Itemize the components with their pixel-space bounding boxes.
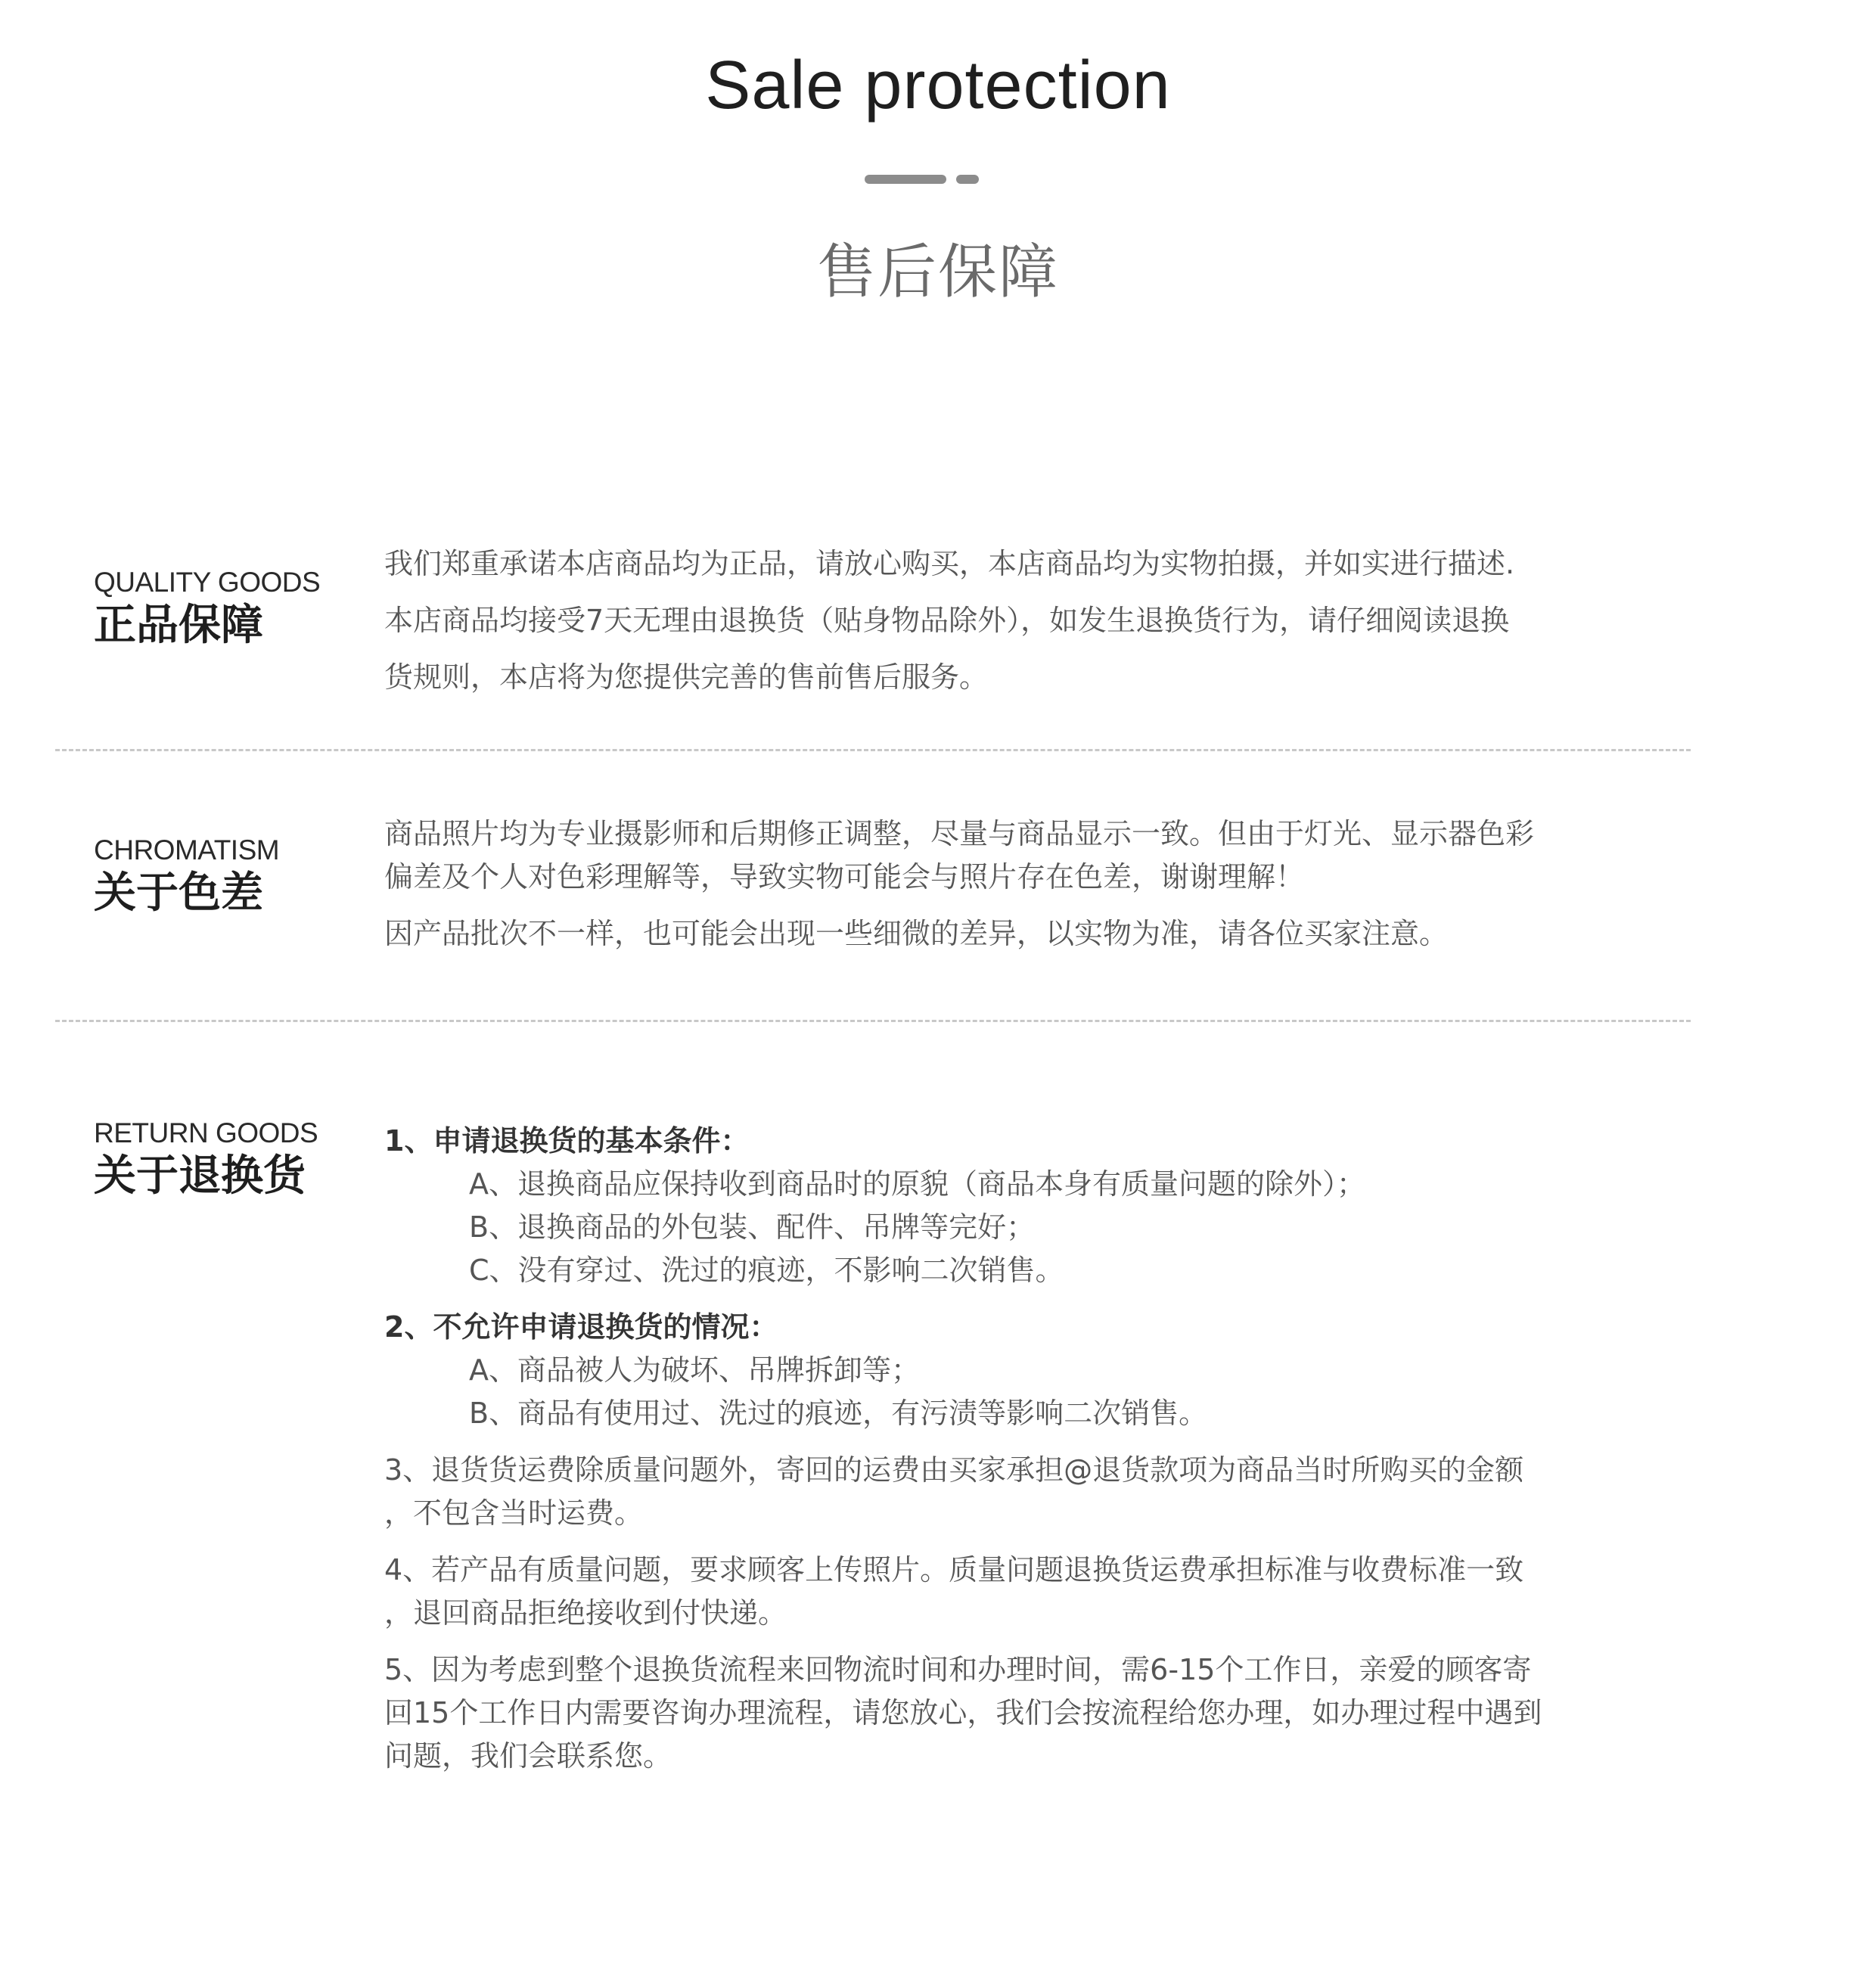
return-item-2-b: B、商品有使用过、洗过的痕迹，有污渍等影响二次销售。 bbox=[469, 1397, 1208, 1430]
section-divider-2 bbox=[55, 1020, 1691, 1022]
quality-line-1: 我们郑重承诺本店商品均为正品，请放心购买，本店商品均为实物拍摄，并如实进行描述. bbox=[384, 547, 1515, 580]
chromatism-line-2: 偏差及个人对色彩理解等，导致实物可能会与照片存在色差，谢谢理解！ bbox=[384, 860, 1305, 893]
return-item-5-line-2: 回15个工作日内需要咨询办理流程，请您放心，我们会按流程给您办理，如办理过程中遇到 bbox=[384, 1696, 1542, 1729]
return-item-1-c: C、没有穿过、洗过的痕迹，不影响二次销售。 bbox=[469, 1254, 1064, 1287]
return-item-3-line-2: ，不包含当时运费。 bbox=[384, 1496, 644, 1530]
return-text bbox=[384, 1120, 1693, 1778]
quality-label-cn: 正品保障 bbox=[94, 601, 263, 650]
return-label-en: RETURN GOODS bbox=[94, 1117, 318, 1148]
return-label-cn: 关于退换货 bbox=[94, 1151, 306, 1201]
return-item-5-line-1: 5、因为考虑到整个退换货流程来回物流时间和办理时间，需6-15个工作日，亲爱的顾客寄 bbox=[384, 1653, 1532, 1686]
quality-line-3: 货规则，本店将为您提供完善的售前售后服务。 bbox=[384, 660, 989, 694]
chromatism-label-en: CHROMATISM bbox=[94, 834, 280, 865]
quality-label bbox=[94, 566, 320, 651]
return-item-3-line-1: 3、退货货运费除质量问题外，寄回的运费由买家承担@退货款项为商品当时所购买的金额 bbox=[384, 1453, 1524, 1487]
return-label bbox=[94, 1117, 318, 1201]
page-subtitle: 售后保障 bbox=[816, 238, 1059, 306]
title-divider-long bbox=[865, 175, 946, 184]
chromatism-text bbox=[384, 813, 1693, 956]
quality-text bbox=[384, 536, 1693, 706]
return-item-2-a: A、商品被人为破坏、吊牌拆卸等； bbox=[469, 1353, 920, 1387]
page-title: Sale protection bbox=[705, 48, 1171, 123]
chromatism-label-cn: 关于色差 bbox=[94, 869, 263, 918]
return-item-5-line-3: 问题，我们会联系您。 bbox=[384, 1739, 672, 1773]
return-item-1-b: B、退换商品的外包装、配件、吊牌等完好； bbox=[469, 1210, 1036, 1244]
chromatism-line-1: 商品照片均为专业摄影师和后期修正调整，尽量与商品显示一致。但由于灯光、显示器色彩 bbox=[384, 817, 1535, 850]
return-item-1-title: 1、申请退换货的基本条件： bbox=[384, 1124, 750, 1158]
quality-label-en: QUALITY GOODS bbox=[94, 567, 321, 598]
return-item-4-line-2: ，退回商品拒绝接收到付快递。 bbox=[384, 1596, 787, 1630]
title-divider-short bbox=[956, 175, 979, 184]
return-item-2-title: 2、不允许申请退换货的情况： bbox=[384, 1310, 778, 1344]
section-divider-1 bbox=[55, 749, 1691, 751]
return-item-1-a: A、退换商品应保持收到商品时的原貌（商品本身有质量问题的除外）； bbox=[469, 1167, 1365, 1201]
chromatism-label bbox=[94, 834, 279, 918]
return-item-4-line-1: 4、若产品有质量问题，要求顾客上传照片。质量问题退换货运费承担标准与收费标准一致 bbox=[384, 1553, 1524, 1586]
quality-line-2: 本店商品均接受7天无理由退换货（贴身物品除外），如发生退换货行为，请仔细阅读退换 bbox=[384, 604, 1510, 637]
chromatism-line-3: 因产品批次不一样，也可能会出现一些细微的差异，以实物为准，请各位买家注意。 bbox=[384, 917, 1449, 950]
